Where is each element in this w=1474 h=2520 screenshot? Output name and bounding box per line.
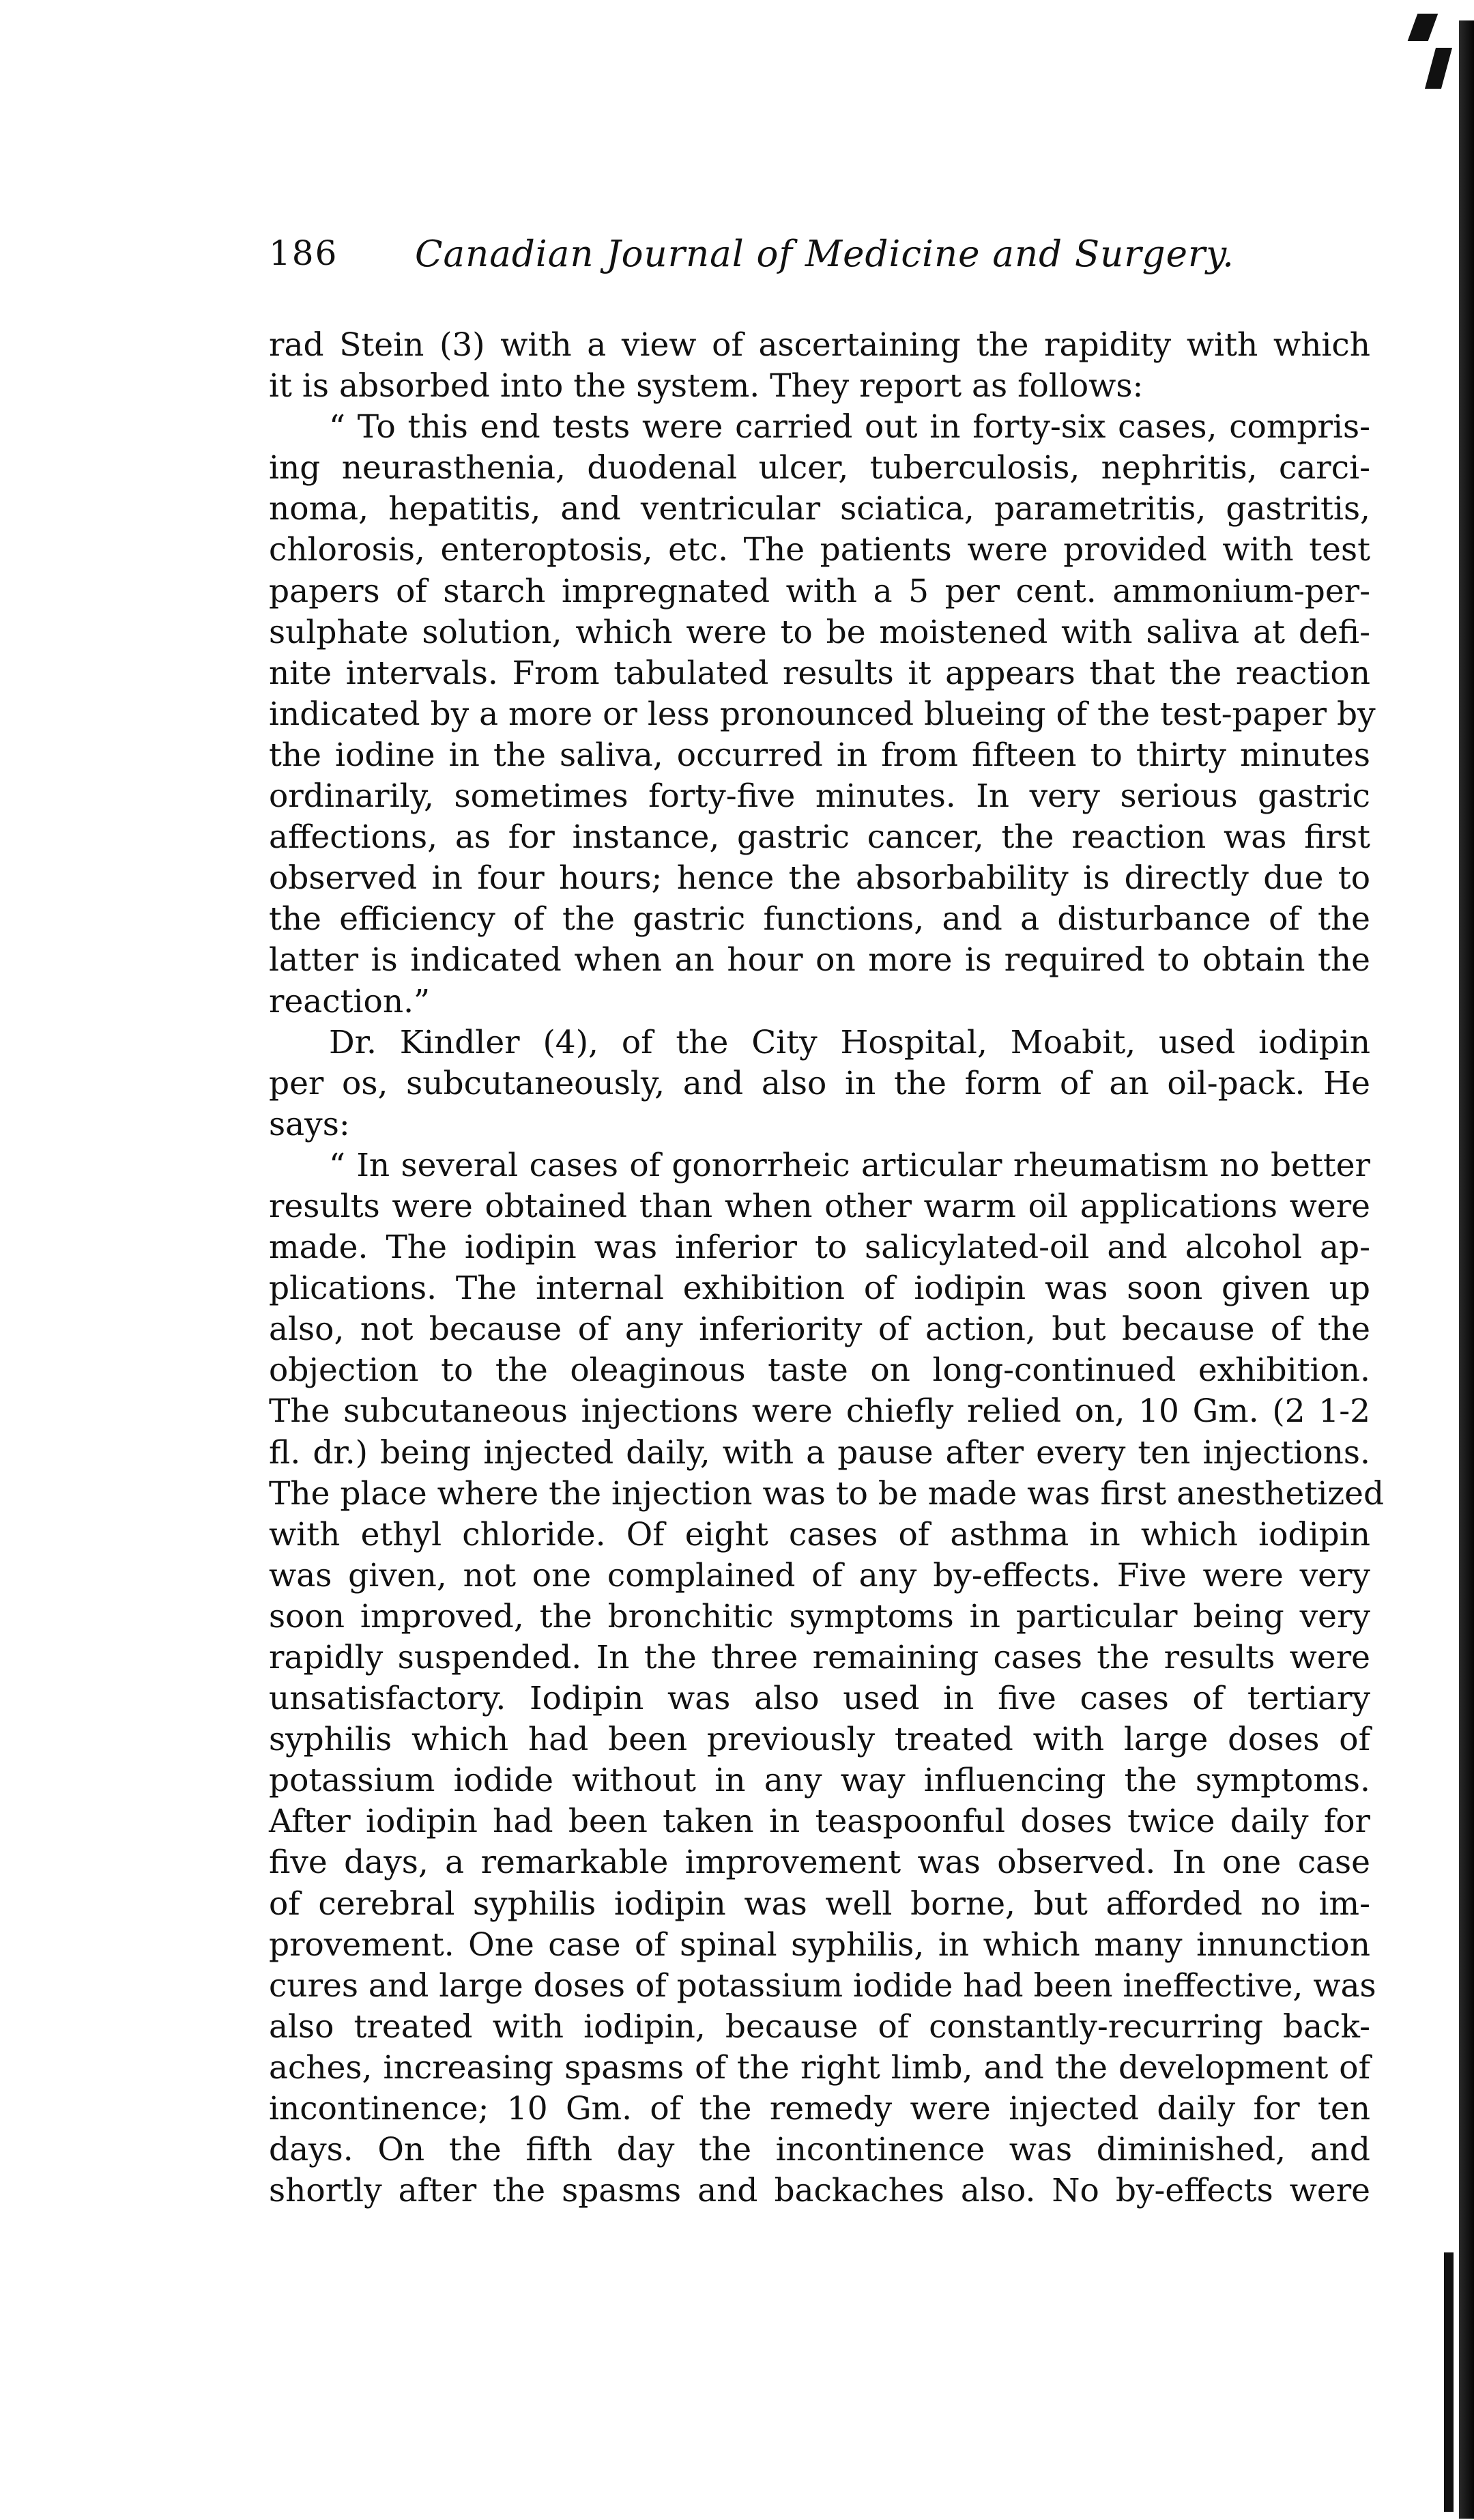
scan-speck [1444, 2252, 1454, 2512]
text-line: also, not because of any inferiority of action, but because of the [269, 1311, 1370, 1349]
text-line: fl. dr.) being injected daily, with a pause after every ten injections. [269, 1433, 1370, 1472]
text-line: was given, not one complained of any by-effects. Five were very [269, 1556, 1370, 1594]
text-line: days. On the fifth day the incontinence was diminished, and [269, 2131, 1370, 2169]
text-line: After iodipin had been taken in teaspoonful doses twice daily for [269, 1803, 1370, 1841]
running-title: Canadian Journal of Medicine and Surgery. [415, 233, 1235, 275]
page-number: 186 [269, 233, 338, 273]
text-line: observed in four hours; hence the absorbability is directly due to [269, 859, 1370, 898]
text-line: affections, as for instance, gastric cancer, the reaction was first [269, 818, 1370, 857]
text-line: also treated with iodipin, because of constantly-recurring back- [269, 2007, 1370, 2046]
text-line: soon improved, the bronchitic symptoms in particular being very [269, 1597, 1370, 1635]
text-line: cures and large doses of potassium iodide had been ineffective, was [269, 1966, 1376, 2005]
text-line: The place where the injection was to be made was first anesthetized [269, 1474, 1385, 1513]
text-line: reaction.” [269, 982, 431, 1020]
body-text [269, 325, 1385, 2211]
text-line: chlorosis, enteroptosis, etc. The patients were provided with test [269, 531, 1370, 569]
text-line: rad Stein (3) with a view of ascertaining the rapidity with which [269, 326, 1370, 364]
text-line: the efficiency of the gastric functions, and a disturbance of the [269, 900, 1370, 939]
text-line: incontinence; 10 Gm. of the remedy were injected daily for ten [269, 2090, 1370, 2128]
text-line: The subcutaneous injections were chiefly relied on, 10 Gm. (2 1-2 [269, 1392, 1370, 1431]
text-line: five days, a remarkable improvement was observed. In one case [269, 1844, 1370, 1882]
text-line: provement. One case of spinal syphilis, in which many innunction [269, 1925, 1370, 1964]
text-line: it is absorbed into the system. They report as follows: [269, 367, 1144, 405]
text-line: unsatisfactory. Iodipin was also used in five cases of tertiary [269, 1680, 1370, 1718]
text-line: plications. The internal exhibition of iodipin was soon given up [269, 1270, 1370, 1308]
text-line: of cerebral syphilis iodipin was well borne, but afforded no im- [269, 1885, 1370, 1923]
text-line: ing neurasthenia, duodenal ulcer, tuberculosis, nephritis, carci- [269, 449, 1370, 487]
text-line: “ To this end tests were carried out in forty-six cases, compris- [329, 408, 1370, 446]
page-header [269, 233, 1374, 288]
text-line: latter is indicated when an hour on more is required to obtain the [269, 941, 1370, 979]
text-line: made. The iodipin was inferior to salicylated-oil and alcohol ap- [269, 1229, 1370, 1267]
text-line: objection to the oleaginous taste on long-continued exhibition. [269, 1351, 1370, 1390]
text-line: papers of starch impregnated with a 5 per cent. ammonium-per- [269, 572, 1370, 610]
text-line: with ethyl chloride. Of eight cases of asthma in which iodipin [269, 1515, 1370, 1553]
text-line: nite intervals. From tabulated results it appears that the reaction [269, 654, 1370, 692]
text-line: rapidly suspended. In the three remaining cases the results were [269, 1639, 1370, 1676]
text-line: “ In several cases of gonorrheic articular rheumatism no better [329, 1146, 1370, 1184]
text-line: results were obtained than when other warm oil applications were [269, 1187, 1370, 1225]
text-line: noma, hepatitis, and ventricular sciatica, parametritis, gastritis, [269, 490, 1370, 528]
text-line: per os, subcutaneously, and also in the form of an oil-pack. He [269, 1064, 1370, 1102]
text-line: Dr. Kindler (4), of the City Hospital, Moabit, used iodipin [329, 1023, 1370, 1061]
text-line: the iodine in the saliva, occurred in from fifteen to thirty minutes [269, 736, 1370, 774]
text-line: says: [269, 1105, 350, 1143]
text-line: sulphate solution, which were to be moistened with saliva at defi- [269, 613, 1370, 651]
text-line: shortly after the spasms and backaches also. No by-effects were [269, 2172, 1370, 2210]
text-line: potassium iodide without in any way influencing the symptoms. [269, 1762, 1370, 1800]
text-line: syphilis which had been previously treated with large doses of [269, 1721, 1370, 1759]
scan-speck [1425, 48, 1452, 89]
text-line: indicated by a more or less pronounced blueing of the test-paper by [269, 695, 1376, 733]
scan-speck [1408, 14, 1439, 41]
text-line: ordinarily, sometimes forty-five minutes. In very serious gastric [269, 777, 1370, 816]
text-line: aches, increasing spasms of the right limb, and the development of [269, 2048, 1370, 2087]
scanned-page-edge [1459, 20, 1474, 2519]
